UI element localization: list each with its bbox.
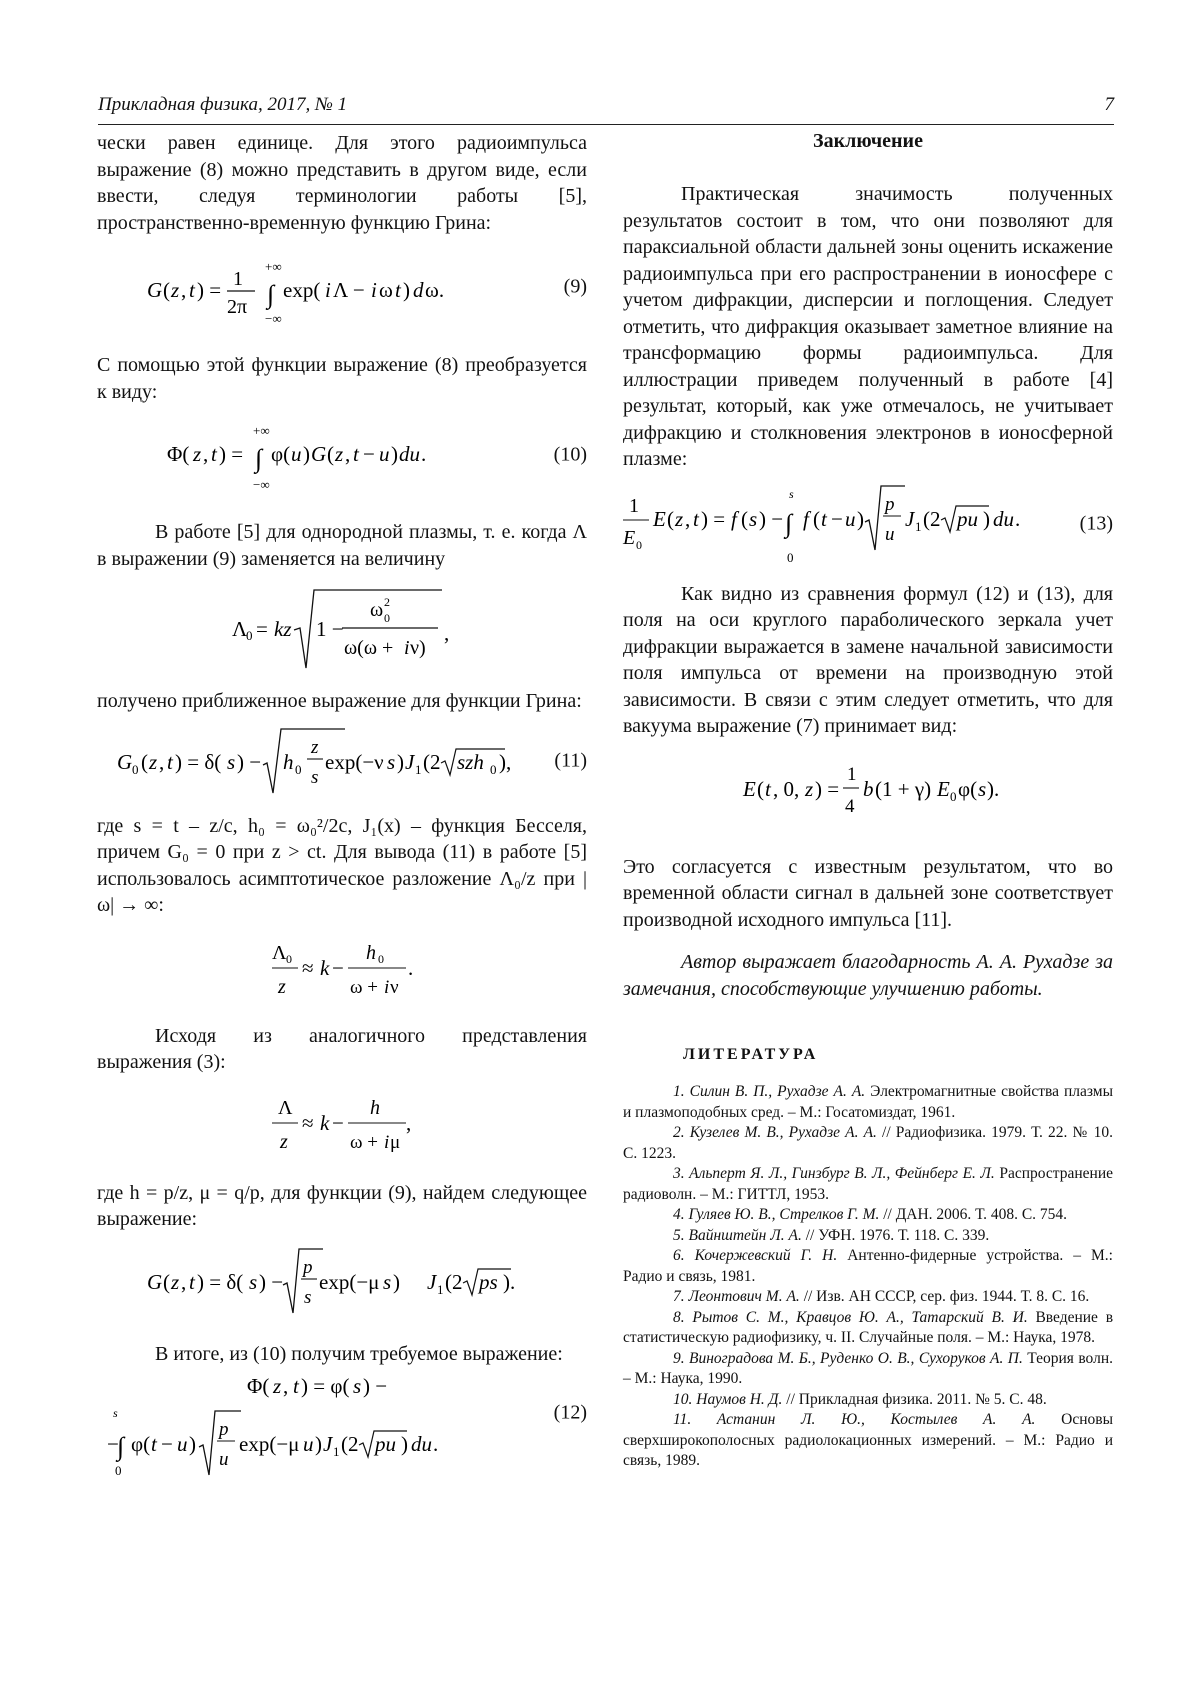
- svg-text:1: 1: [847, 763, 857, 785]
- svg-text:).: ).: [503, 1269, 516, 1294]
- svg-text:ω +: ω +: [350, 976, 378, 998]
- svg-text:−∞: −∞: [265, 311, 282, 326]
- reference-item: [623, 1308, 1113, 1349]
- svg-text:1: 1: [437, 1281, 444, 1297]
- svg-text:p: p: [303, 1256, 313, 1278]
- reference-details: // Радиофизика. 1979. Т. 22. № 10. С. 1223.: [623, 1124, 1113, 1162]
- reference-item: [623, 1246, 1113, 1287]
- svg-text:φ(: φ(: [131, 1432, 151, 1456]
- svg-text:E: E: [743, 776, 756, 801]
- svg-text:exp(−ν: exp(−ν: [325, 749, 384, 774]
- svg-text:−: −: [161, 1432, 173, 1456]
- svg-text:i: i: [404, 637, 410, 659]
- right-column: [623, 130, 1113, 1472]
- equation-10: [97, 413, 587, 497]
- svg-text:∫: ∫: [785, 508, 793, 538]
- reference-authors: 9. Виноградова М. Б., Руденко О. В., Сухоруков А. П.: [673, 1349, 1023, 1367]
- svg-text:−: −: [831, 506, 843, 531]
- svg-text:μ: μ: [390, 1131, 401, 1153]
- svg-text:(: (: [327, 442, 334, 466]
- svg-text:pu: pu: [957, 506, 978, 531]
- svg-text:f: f: [803, 506, 809, 531]
- svg-text:z: z: [805, 776, 814, 801]
- svg-text:) = δ(: ) = δ(: [197, 1269, 244, 1294]
- svg-text:s: s: [249, 1269, 258, 1294]
- svg-text:s: s: [387, 749, 396, 774]
- svg-text:s: s: [311, 766, 319, 788]
- svg-text:,: ,: [444, 621, 450, 645]
- reference-details: Антенно-фидерные устройства. – М.: Радио и связь, 1981.: [623, 1247, 1113, 1285]
- svg-text:ω: ω: [379, 278, 393, 302]
- reference-item: [623, 1123, 1113, 1164]
- svg-text:t: t: [211, 442, 217, 466]
- svg-text:): ): [393, 1269, 400, 1294]
- paragraph: Исходя из аналогичного представления выражения (3):: [97, 1024, 587, 1073]
- acknowledgement: Автор выражает благодарность А. А. Рухадзе за замечания, способствующие улучшению работы.: [623, 951, 1113, 1000]
- svg-text:G: G: [117, 749, 133, 774]
- reference-item: [623, 1349, 1113, 1390]
- svg-text:) −: ) −: [237, 749, 262, 774]
- equation-13: [623, 481, 1113, 567]
- svg-text:1 −: 1 −: [316, 617, 344, 641]
- paragraph: где h = p/z, μ = q/p, для функции (9), найдем следующее выражение:: [97, 1181, 587, 1230]
- svg-text:φ(: φ(: [271, 442, 291, 466]
- svg-text:0: 0: [384, 611, 390, 625]
- svg-text:0: 0: [286, 951, 292, 966]
- svg-text:t: t: [189, 278, 195, 302]
- svg-text:t: t: [167, 749, 173, 774]
- section-heading: Заключение: [813, 130, 923, 152]
- equation-lambda0-formula: [232, 584, 452, 672]
- svg-text:J: J: [405, 749, 415, 774]
- svg-text:): ): [189, 1432, 196, 1456]
- svg-text:−: −: [332, 955, 344, 980]
- svg-text:4: 4: [845, 795, 855, 817]
- svg-text:(: (: [813, 506, 820, 531]
- svg-text:k: k: [320, 1110, 330, 1135]
- svg-text:≈: ≈: [302, 955, 314, 980]
- reference-item: [623, 1287, 1113, 1308]
- paragraph: Это согласуется с известным результатом, что во временной области сигнал в дальней зоне соответствует производной исходного импульса [11].: [623, 855, 1113, 931]
- svg-text:J: J: [427, 1269, 437, 1294]
- svg-text:t: t: [293, 1374, 299, 1398]
- svg-text:∫: ∫: [267, 280, 275, 309]
- svg-text:0: 0: [115, 1463, 122, 1478]
- equation-lambda0: [97, 582, 587, 674]
- svg-text:du: du: [993, 506, 1014, 531]
- equation-9-formula: [147, 247, 477, 327]
- equation-vacuum-formula: [743, 756, 1000, 828]
- svg-text:E: E: [653, 506, 666, 531]
- svg-text:ω +: ω +: [350, 1131, 378, 1153]
- svg-text:0: 0: [490, 761, 497, 777]
- reference-details: Основы сверхширокополосных радиолокационных измерений. – М.: Радио и связь, 1989.: [623, 1411, 1113, 1469]
- svg-text:): ): [857, 506, 864, 531]
- svg-text:).: ).: [987, 776, 1000, 801]
- svg-text:z: z: [278, 975, 286, 998]
- svg-text:(: (: [141, 749, 148, 774]
- svg-text:z: z: [335, 442, 344, 466]
- svg-text:(2: (2: [341, 1432, 359, 1456]
- references-heading: ЛИТЕРАТУРА: [683, 1046, 819, 1063]
- svg-text:(: (: [757, 776, 764, 801]
- svg-text:),: ),: [499, 749, 512, 774]
- svg-text:0: 0: [132, 761, 139, 777]
- svg-text:,: ,: [181, 278, 187, 302]
- equation-number: (12): [553, 1401, 587, 1424]
- svg-text:+∞: +∞: [253, 423, 270, 438]
- svg-text:exp(−μ: exp(−μ: [239, 1432, 300, 1456]
- svg-text:du: du: [411, 1432, 432, 1456]
- svg-text:(2: (2: [445, 1269, 463, 1294]
- svg-text:.: .: [1015, 506, 1021, 531]
- svg-text:2: 2: [384, 595, 390, 609]
- left-column: [97, 130, 587, 1479]
- svg-text:t: t: [821, 506, 827, 531]
- equation-number: (11): [554, 749, 587, 771]
- svg-text:s: s: [353, 1374, 362, 1398]
- svg-text:Φ(: Φ(: [167, 442, 190, 466]
- svg-text:φ(: φ(: [958, 776, 978, 801]
- svg-text:G: G: [147, 1269, 163, 1294]
- svg-text:) =: ) =: [815, 776, 840, 801]
- svg-text:) −: ) −: [759, 506, 784, 531]
- reference-authors: 4. Гуляев Ю. В., Стрелков Г. М.: [673, 1206, 880, 1223]
- reference-list: [623, 1082, 1113, 1472]
- reference-details: Электромагнитные свойства плазмы и плазмоподобных сред. – М.: Госатомиздат, 1961.: [623, 1083, 1113, 1121]
- paragraph: В итоге, из (10) получим требуемое выражение:: [155, 1342, 563, 1365]
- svg-text:J: J: [323, 1432, 333, 1456]
- svg-text:exp(: exp(: [283, 278, 321, 302]
- svg-text:(: (: [667, 506, 674, 531]
- paragraph: чески равен единице. Для этого радиоимпульса выражение (8) можно представить в другом виде, если ввести, следуя терминологии работы [5], пространственно-временную функцию Грина:: [97, 132, 587, 234]
- reference-authors: 7. Леонтович М. А.: [673, 1288, 800, 1305]
- svg-text:f: f: [731, 506, 737, 531]
- svg-text:G: G: [147, 278, 163, 302]
- journal-title: Прикладная физика, 2017, № 1: [98, 94, 348, 115]
- reference-details: // ДАН. 2006. Т. 408. С. 754.: [879, 1206, 1068, 1223]
- svg-text:Λ: Λ: [272, 941, 287, 964]
- svg-text:t: t: [395, 278, 401, 302]
- svg-text:ν): ν): [410, 637, 426, 659]
- reference-item: [623, 1082, 1113, 1123]
- svg-text:u: u: [219, 1449, 229, 1470]
- svg-text:u: u: [177, 1432, 188, 1456]
- paragraph: С помощью этой функции выражение (8) преобразуется к виду:: [97, 354, 587, 403]
- svg-text:h: h: [283, 749, 294, 774]
- svg-text:d: d: [413, 278, 424, 302]
- svg-text:b: b: [863, 776, 874, 801]
- reference-authors: 3. Альперт Я. Л., Гинзбург В. Л., Фейнберг Е. Л.: [673, 1165, 995, 1182]
- reference-details: Распространение радиоволн. – М.: ГИТТЛ, 1953.: [623, 1165, 1113, 1203]
- svg-text:+∞: +∞: [265, 259, 282, 274]
- equation-number: (9): [563, 275, 587, 298]
- svg-text:,: ,: [406, 1110, 412, 1135]
- svg-text:1: 1: [333, 1444, 340, 1459]
- svg-text:h: h: [370, 1096, 380, 1119]
- reference-item: [623, 1390, 1113, 1411]
- svg-text:) = φ(: ) = φ(: [301, 1374, 350, 1398]
- svg-text:Λ −: Λ −: [333, 278, 365, 302]
- svg-text:pu: pu: [375, 1432, 396, 1456]
- svg-text:0: 0: [636, 537, 642, 552]
- svg-text:,: ,: [345, 442, 351, 466]
- svg-text:(: (: [163, 278, 170, 302]
- svg-text:) = δ(: ) = δ(: [175, 749, 222, 774]
- equation-10-formula: [167, 415, 457, 495]
- svg-text:−: −: [107, 1432, 119, 1456]
- svg-text:∫: ∫: [117, 1432, 125, 1461]
- svg-text:ν: ν: [390, 976, 399, 998]
- svg-text:0: 0: [378, 951, 384, 966]
- svg-text:): ): [391, 442, 398, 466]
- equation-vacuum: [623, 754, 1113, 830]
- svg-text:0: 0: [950, 788, 957, 804]
- svg-text:J: J: [905, 506, 915, 531]
- reference-details: // Изв. АН СССР, сер. физ. 1944. Т. 8. С. 16.: [799, 1288, 1090, 1305]
- svg-text:): ): [315, 1432, 322, 1456]
- equation-12: [97, 1369, 587, 1479]
- svg-text:z: z: [675, 506, 684, 531]
- svg-text:1: 1: [915, 518, 922, 534]
- reference-details: // Прикладная физика. 2011. № 5. С. 48.: [782, 1390, 1047, 1408]
- svg-text:z: z: [171, 278, 180, 302]
- svg-text:) −: ) −: [363, 1374, 388, 1398]
- svg-text:,: ,: [203, 442, 209, 466]
- svg-text:u: u: [291, 442, 302, 466]
- svg-text:(1 + γ): (1 + γ): [875, 776, 932, 801]
- paragraph: получено приближенное выражение для функции Грина:: [97, 690, 582, 712]
- svg-text:(: (: [163, 1269, 170, 1294]
- svg-text:p: p: [885, 493, 895, 515]
- svg-text:−: −: [363, 442, 375, 466]
- svg-text:s: s: [304, 1286, 312, 1308]
- svg-text:z: z: [273, 1374, 282, 1398]
- svg-text:i: i: [371, 278, 377, 302]
- svg-text:z: z: [311, 736, 319, 758]
- svg-text:i: i: [384, 976, 390, 998]
- svg-text:.: .: [408, 955, 414, 980]
- equation-asymptotic: [97, 935, 587, 1003]
- svg-text:t: t: [189, 1269, 195, 1294]
- svg-text:Λ: Λ: [232, 617, 248, 641]
- svg-text:u: u: [303, 1432, 314, 1456]
- svg-text:) −: ) −: [259, 1269, 284, 1294]
- svg-text:k: k: [320, 955, 330, 980]
- svg-text:szh: szh: [457, 749, 484, 774]
- svg-text:ω: ω: [370, 599, 384, 621]
- svg-text:(2: (2: [423, 749, 441, 774]
- equation-asymptotic-formula: [272, 937, 412, 1001]
- svg-text:(: (: [741, 506, 748, 531]
- svg-text:p: p: [219, 1419, 229, 1440]
- reference-details: Теория волн. – М.: Наука, 1990.: [623, 1349, 1113, 1387]
- reference-authors: 8. Рытов С. М., Кравцов Ю. А., Татарский В. И.: [673, 1308, 1028, 1326]
- reference-item: [623, 1164, 1113, 1205]
- svg-text:u: u: [845, 506, 856, 531]
- svg-text:−: −: [332, 1110, 344, 1135]
- equation-lambda-approx-formula: [272, 1092, 412, 1160]
- reference-details: // УФН. 1976. Т. 118. С. 339.: [801, 1226, 990, 1244]
- svg-text:t: t: [693, 506, 699, 531]
- svg-text:,: ,: [159, 749, 165, 774]
- equation-g-result: [97, 1241, 587, 1321]
- svg-text:kz: kz: [274, 617, 292, 641]
- equation-11: [97, 721, 587, 801]
- svg-text:1: 1: [629, 494, 639, 517]
- svg-text:ω(ω +: ω(ω +: [344, 637, 394, 659]
- svg-text:) =: ) =: [197, 278, 222, 302]
- svg-text:1: 1: [233, 268, 243, 290]
- equation-lambda-approx: [97, 1090, 587, 1162]
- svg-text:s: s: [227, 749, 236, 774]
- svg-text:z: z: [280, 1130, 288, 1153]
- running-header: [98, 90, 1114, 125]
- svg-text:,: ,: [181, 1269, 187, 1294]
- reference-authors: 10. Наумов Н. Д.: [673, 1390, 783, 1408]
- reference-authors: 6. Кочержевский Г. Н.: [673, 1247, 838, 1264]
- svg-text:∫: ∫: [255, 444, 263, 473]
- svg-text:0: 0: [295, 761, 302, 777]
- equation-number: (13): [1079, 512, 1113, 534]
- svg-text:(2: (2: [923, 506, 941, 531]
- svg-text:E: E: [937, 776, 950, 801]
- svg-text:z: z: [193, 442, 202, 466]
- paragraph: Практическая значимость полученных результатов состоит в том, что они позволяют для параксиальной области дальней зоны оценить искажение радиоимпульса при его распространении в ионосфере с учетом дифракции, дисперсии и поглощения. Следует отметить, что дифракция оказывает заметное влияние на трансформацию формы радиоимпульса. Для иллюстрации приведем полученный в работе [4] результат, который, как уже отмечалось, не учитывает дифракцию и столкновения электронов в ионосферной плазме:: [623, 183, 1113, 470]
- svg-text:, 0,: , 0,: [773, 776, 800, 801]
- svg-text:u: u: [885, 523, 895, 545]
- reference-authors: 5. Вайнштейн Л. А.: [673, 1226, 802, 1244]
- equation-13-formula: [623, 482, 1023, 566]
- svg-text:s: s: [789, 486, 794, 501]
- svg-text:): ): [303, 442, 310, 466]
- svg-text:,: ,: [685, 506, 691, 531]
- reference-item: [623, 1205, 1113, 1226]
- svg-text:=: =: [256, 617, 268, 641]
- svg-text:2π: 2π: [227, 296, 248, 318]
- reference-item: [623, 1226, 1113, 1247]
- svg-text:) =: ) =: [701, 506, 726, 531]
- svg-text:s: s: [113, 1406, 118, 1420]
- reference-authors: 11. Астанин Л. Ю., Костылев А. А.: [673, 1411, 1036, 1428]
- svg-text:E: E: [623, 526, 636, 549]
- svg-text:h: h: [366, 941, 376, 964]
- svg-text:): ): [401, 1432, 408, 1456]
- reference-item: [623, 1410, 1113, 1472]
- paragraph: В работе [5] для однородной плазмы, т. е. когда Λ в выражении (9) заменяется на величину: [97, 521, 587, 570]
- equation-9: [97, 244, 587, 330]
- svg-text:): ): [983, 506, 990, 531]
- equation-11-formula: [117, 723, 512, 799]
- svg-text:s: s: [749, 506, 758, 531]
- svg-text:.: .: [433, 1432, 439, 1456]
- svg-text:0: 0: [787, 549, 794, 565]
- svg-text:ω.: ω.: [425, 278, 445, 302]
- svg-text:z: z: [149, 749, 158, 774]
- paragraph: где s = t – z/c, h₀ = ω₀²/2c, J₁(x) – функция Бесселя, причем G₀ = 0 при z > ct. Для вывода (11) в работе [5] использовалось асимптотическое разложение Λ₀/z при |ω| → ∞:: [97, 814, 587, 916]
- equation-g-result-bessel: [427, 1243, 537, 1319]
- svg-text:−∞: −∞: [253, 477, 270, 492]
- svg-text:s: s: [978, 776, 987, 801]
- svg-text:i: i: [384, 1131, 390, 1153]
- svg-text:t: t: [353, 442, 359, 466]
- svg-text:z: z: [171, 1269, 180, 1294]
- svg-text:i: i: [325, 278, 331, 302]
- reference-authors: 2. Кузелев М. В., Рухадзе А. А.: [673, 1124, 877, 1141]
- svg-text:du: du: [399, 442, 420, 466]
- svg-text:t: t: [765, 776, 771, 801]
- svg-text:) =: ) =: [219, 442, 244, 466]
- paragraph: Как видно из сравнения формул (12) и (13), для поля на оси круглого параболического зеркала учет дифракции выражается в замене начальной зависимости поля импульса от времени на производную этой зависимости. В связи с этим следует отметить, что для вакуума выражение (7) принимает вид:: [623, 582, 1113, 737]
- svg-text:≈: ≈: [302, 1110, 314, 1135]
- equation-g-result-formula: [147, 1243, 427, 1319]
- svg-text:exp(−μ: exp(−μ: [319, 1269, 380, 1294]
- svg-text:t: t: [151, 1432, 157, 1456]
- svg-text:s: s: [383, 1269, 392, 1294]
- reference-authors: 1. Силин В. П., Рухадзе А. А.: [673, 1083, 866, 1100]
- svg-text:Φ(: Φ(: [247, 1374, 270, 1398]
- svg-text:ps: ps: [479, 1269, 498, 1294]
- equation-12-formula: [107, 1369, 517, 1479]
- svg-text:.: .: [421, 442, 427, 466]
- equation-number: (10): [553, 443, 587, 466]
- svg-text:): ): [403, 278, 410, 302]
- page-number: 7: [1104, 94, 1114, 115]
- svg-text:u: u: [379, 442, 390, 466]
- svg-text:,: ,: [283, 1374, 289, 1398]
- svg-text:0: 0: [246, 628, 253, 643]
- svg-text:G: G: [311, 442, 327, 466]
- svg-text:1: 1: [415, 761, 422, 777]
- svg-text:): ): [397, 749, 404, 774]
- reference-details: Введение в статистическую радиофизику, ч. II. Случайные поля. – М.: Наука, 1978.: [623, 1308, 1114, 1346]
- svg-text:Λ: Λ: [278, 1096, 293, 1119]
